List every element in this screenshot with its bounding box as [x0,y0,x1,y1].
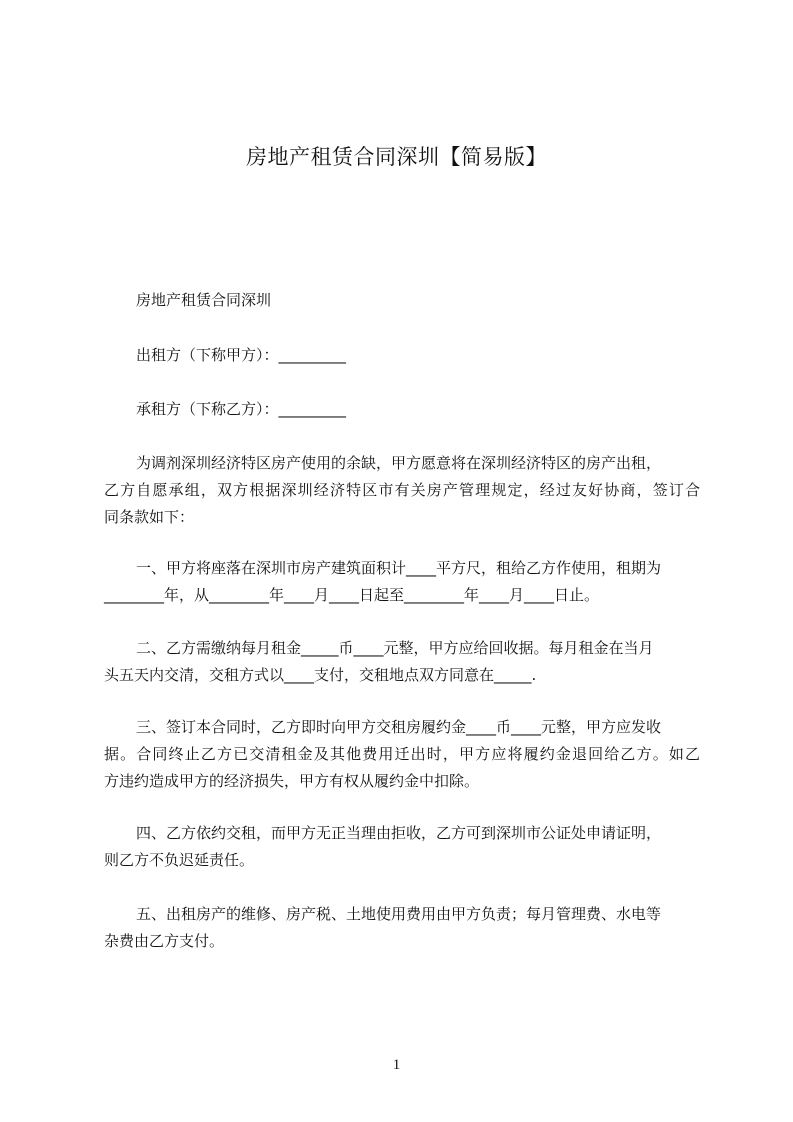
preamble-line-2: 乙方自愿承组，双方根据深圳经济特区市有关房产管理规定，经过友好协商，签订合 [104,481,700,499]
clause-2-line-1: 二、乙方需缴纳每月租金_____币____元整，甲方应给回收据。每月租金在当月 [136,639,654,657]
lessee-line: 承租方（下称乙方）：_________ [136,400,347,418]
preamble-line-3: 同条款如下： [104,508,195,526]
clause-2-line-2: 头五天内交清，交租方式以____支付，交租地点双方同意在_____. [104,666,537,684]
clause-5-line-2: 杂费由乙方支付。 [104,932,225,950]
page-number: 1 [392,1057,401,1073]
clause-4-line-2: 则乙方不负迟延责任。 [104,851,255,869]
lessor-line: 出租方（下称甲方）：_________ [136,346,347,364]
clause-3-line-3: 方违约造成甲方的经济损失，甲方有权从履约金中扣除。 [104,772,480,790]
preamble-line-1: 为调剂深圳经济特区房产使用的余缺，甲方愿意将在深圳经济特区的房产出租， [136,454,662,472]
clause-3-line-2: 据。合同终止乙方已交清租金及其他费用迁出时，甲方应将履约金退回给乙方。如乙 [104,745,700,763]
clause-1-line-2: ________年，从________年____月____日起至________年____月____日止。 [104,586,600,604]
contract-name: 房地产租赁合同深圳 [136,291,272,309]
document-title: 房地产租赁合同深圳【简易版】 [246,145,547,169]
clause-4-line-1: 四、乙方依约交租，而甲方无正当理由拒收，乙方可到深圳市公证处申请证明， [136,824,662,842]
clause-3-line-1: 三、签订本合同时，乙方即时向甲方交租房履约金____币____元整，甲方应发收 [136,718,662,736]
clause-5-line-1: 五、出租房产的维修、房产税、土地使用费用由甲方负责；每月管理费、水电等 [136,905,662,923]
clause-1-line-1: 一、甲方将座落在深圳市房产建筑面积计____平方尺，租给乙方作使用，租期为 [136,559,662,577]
